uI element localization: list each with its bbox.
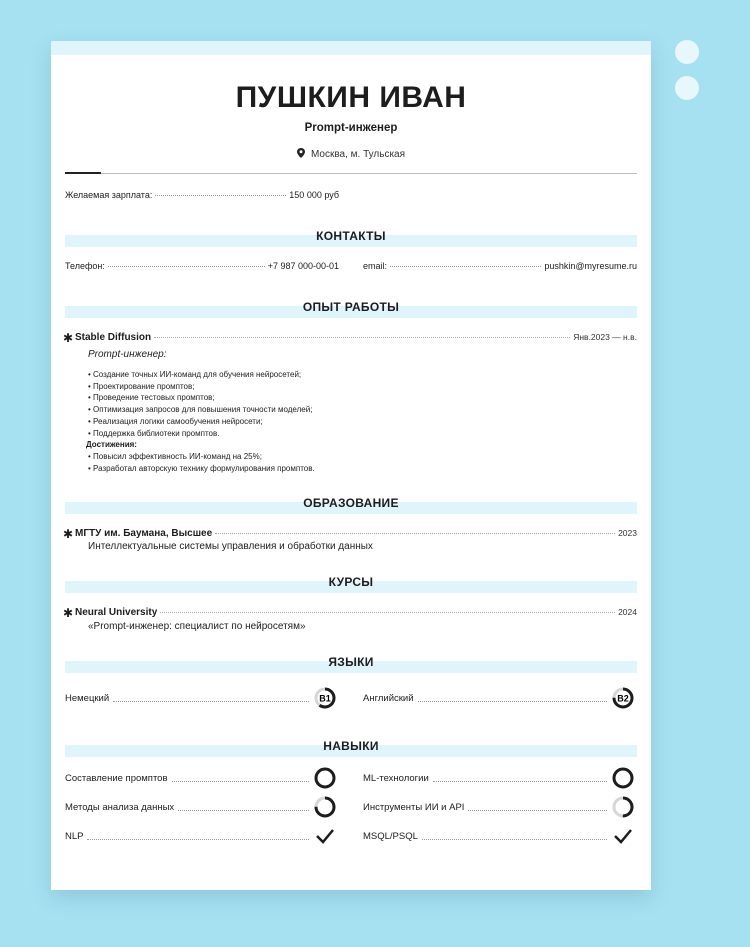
- progress-ring-icon: [313, 766, 337, 790]
- section-title: ЯЗЫКИ: [328, 655, 374, 669]
- location-pin-icon: [297, 148, 305, 158]
- asterisk-icon: ✱: [63, 606, 74, 620]
- email-row: [363, 261, 637, 271]
- decor-dot-top: [675, 40, 699, 64]
- section-experience: [65, 300, 637, 318]
- achievement-item: • Повысил эффективность ИИ-команд на 25%;: [88, 451, 315, 463]
- duty-item: • Оптимизация запросов для повышения точности моделей;: [88, 404, 312, 416]
- person-name: ПУШКИН ИВАН: [235, 81, 467, 114]
- duty-item: • Проектирование промптов;: [88, 381, 312, 393]
- resume-sheet: [51, 41, 651, 890]
- location: [51, 148, 651, 160]
- section-title: КОНТАКТЫ: [316, 229, 386, 243]
- section-languages: [65, 655, 637, 673]
- level-label: MSQL/PSQL: [363, 830, 418, 842]
- asterisk-icon: ✱: [63, 331, 74, 345]
- progress-ring-icon: [611, 766, 635, 790]
- level-label: Инструменты ИИ и API: [363, 801, 465, 813]
- header-divider: [65, 173, 637, 174]
- experience-entry: [63, 331, 637, 345]
- level-row: [363, 824, 635, 848]
- salary-row: [65, 190, 339, 200]
- level-ring-icon: [611, 686, 635, 710]
- salary-label: Желаемая зарплата:: [65, 190, 153, 200]
- course-provider: Neural University: [75, 607, 158, 618]
- level-row: [65, 766, 337, 790]
- level-row: [65, 795, 337, 819]
- duty-item: • Реализация логики самообучения нейросети;: [88, 416, 312, 428]
- achievements-label: Достижения:: [86, 440, 137, 449]
- level-row: [65, 824, 337, 848]
- email-value[interactable]: pushkin@myresume.ru: [544, 261, 637, 271]
- achievements-list: [88, 451, 315, 474]
- school-name: МГТУ им. Баумана, Высшее: [75, 528, 213, 539]
- level-row: [363, 766, 635, 790]
- phone-label: Телефон:: [65, 261, 105, 271]
- section-education: [65, 496, 637, 514]
- work-dates: Янв.2023 — н.в.: [573, 332, 637, 342]
- achievement-item: • Разработал авторскую технику формулирования промптов.: [88, 463, 315, 475]
- header-divider-accent: [65, 172, 101, 174]
- level-label: NLP: [65, 830, 84, 842]
- section-title: НАВЫКИ: [323, 739, 379, 753]
- email-label: email:: [363, 261, 388, 271]
- graduation-year: 2023: [618, 528, 637, 538]
- level-label: ML-технологии: [363, 772, 429, 784]
- top-band: [51, 41, 651, 55]
- section-title: ОПЫТ РАБОТЫ: [302, 300, 400, 314]
- duty-item: • Создание точных ИИ-команд для обучения нейросетей;: [88, 369, 312, 381]
- phone-row: [65, 261, 339, 271]
- course-program: «Prompt-инженер: специалист по нейросетям»: [88, 621, 306, 632]
- job-title: Prompt-инженер: [304, 122, 398, 134]
- duties-list: [88, 369, 312, 439]
- level-label: Немецкий: [65, 692, 110, 704]
- progress-ring-icon: [313, 795, 337, 819]
- company-name: Stable Diffusion: [75, 332, 152, 343]
- level-row: [363, 795, 635, 819]
- level-label: Английский: [363, 692, 414, 704]
- duty-item: • Проведение тестовых промптов;: [88, 392, 312, 404]
- section-contacts: [65, 229, 637, 247]
- position-title: Prompt-инженер:: [88, 349, 167, 360]
- phone-value[interactable]: +7 987 000-00-01: [267, 261, 339, 271]
- section-title: ОБРАЗОВАНИЕ: [303, 496, 399, 510]
- section-skills: [65, 739, 637, 757]
- checkmark-icon: [611, 824, 635, 848]
- asterisk-icon: ✱: [63, 527, 74, 541]
- progress-ring-icon: [611, 795, 635, 819]
- section-courses: [65, 575, 637, 593]
- svg-text:B1: B1: [319, 693, 331, 704]
- decor-dot-bottom: [675, 76, 699, 100]
- level-row: [363, 686, 635, 710]
- level-label: Составление промптов: [65, 772, 168, 784]
- location-text: Москва, м. Тульская: [310, 149, 406, 160]
- checkmark-icon: [313, 824, 337, 848]
- svg-text:B2: B2: [617, 693, 629, 704]
- duty-item: • Поддержка библиотеки промптов.: [88, 428, 312, 440]
- section-title: КУРСЫ: [328, 575, 374, 589]
- salary-value: 150 000 руб: [289, 190, 339, 200]
- education-entry: [63, 527, 637, 541]
- study-field: Интеллектуальные системы управления и обработки данных: [88, 541, 373, 552]
- level-ring-icon: [313, 686, 337, 710]
- course-entry: [63, 606, 637, 620]
- level-label: Методы анализа данных: [65, 801, 175, 813]
- level-row: [65, 686, 337, 710]
- course-year: 2024: [618, 607, 637, 617]
